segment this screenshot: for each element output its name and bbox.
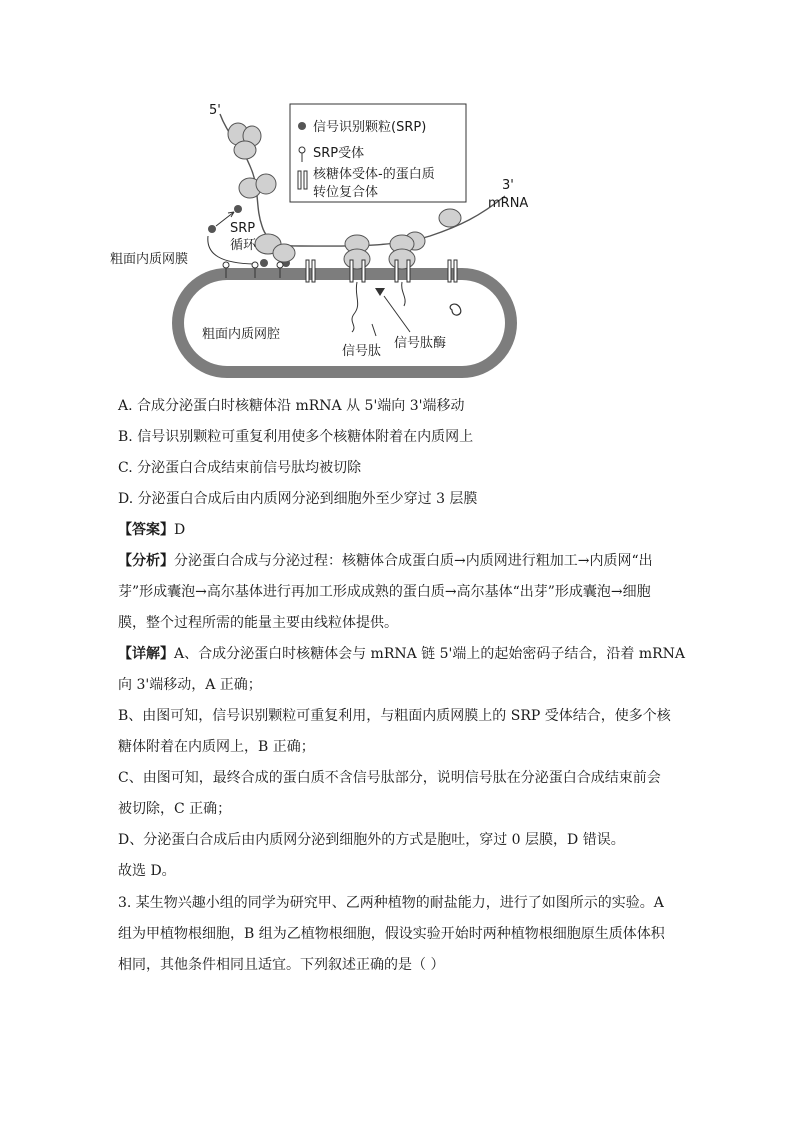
free-ribosome-2 bbox=[239, 174, 276, 198]
legend-translocon-label-2: 转位复合体 bbox=[313, 185, 379, 200]
detail-text-a1: A、合成分泌蛋白时核糖体会与 mRNA 链 5'端上的起始密码子结合，沿着 mRNA bbox=[174, 646, 686, 662]
analysis-tag: 【分析】 bbox=[118, 553, 174, 569]
legend-translocon-label-1: 核糖体受体-的蛋白质 bbox=[313, 167, 435, 182]
analysis-row-1 bbox=[118, 546, 678, 577]
legend-receptor-label: SRP受体 bbox=[313, 146, 365, 161]
bound-ribosome-1 bbox=[255, 234, 295, 262]
srp-diagram bbox=[110, 96, 540, 386]
bound-ribosome-3 bbox=[389, 235, 415, 269]
legend-srp-label: 信号识别颗粒(SRP) bbox=[313, 120, 427, 135]
question-3-row-2: 组为甲植物根细胞，B 组为乙植物根细胞，假设实验开始时两种植物根细胞原生质体体积 bbox=[118, 926, 665, 942]
srp-particle-3 bbox=[260, 259, 268, 267]
label-srp-cycle-1: SRP bbox=[230, 221, 256, 236]
srp-particle-1 bbox=[208, 225, 216, 233]
detail-row-d1: D、分泌蛋白合成后由内质网分泌到细胞外的方式是胞吐，穿过 0 层膜，D 错误。 bbox=[118, 832, 625, 848]
label-mrna: mRNA bbox=[488, 196, 529, 211]
detail-row-a2: 向 3'端移动，A 正确； bbox=[118, 677, 262, 693]
detail-row-b1: B、由图可知，信号识别颗粒可重复利用，与粗面内质网膜上的 SRP 受体结合，使多个核 bbox=[118, 708, 671, 724]
detail-row-c1: C、由图可知，最终合成的蛋白质不含信号肽部分，说明信号肽在分泌蛋白合成结束前会 bbox=[118, 770, 661, 786]
answer-value: D bbox=[174, 522, 186, 538]
option-b: B. 信号识别颗粒可重复利用使多个核糖体附着在内质网上 bbox=[118, 429, 474, 445]
label-3prime: 3' bbox=[502, 178, 514, 193]
free-ribosome-3 bbox=[439, 209, 461, 227]
label-srp-cycle-2: 循环 bbox=[230, 238, 257, 253]
detail-choose: 故选 D。 bbox=[118, 863, 176, 879]
question-3-row-3: 相同，其他条件相同且适宜。下列叙述正确的是（ ） bbox=[118, 957, 445, 973]
option-d: D. 分泌蛋白合成后由内质网分泌到细胞外至少穿过 3 层膜 bbox=[118, 491, 478, 507]
question-3-row-1: 3. 某生物兴趣小组的同学为研究甲、乙两种植物的耐盐能力，进行了如图所示的实验。A bbox=[118, 895, 664, 911]
label-rer-lumen: 粗面内质网腔 bbox=[202, 327, 281, 342]
detail-row-a1 bbox=[118, 639, 686, 670]
bound-ribosome-2 bbox=[344, 235, 370, 269]
answer-tag: 【答案】 bbox=[118, 522, 174, 538]
label-signal-peptide: 信号肽 bbox=[342, 344, 382, 359]
analysis-text-1: 分泌蛋白合成与分泌过程：核糖体合成蛋白质→内质网进行粗加工→内质网“出 bbox=[174, 553, 653, 569]
free-ribosome-1 bbox=[228, 123, 261, 159]
option-a: A. 合成分泌蛋白时核糖体沿 mRNA 从 5'端向 3'端移动 bbox=[118, 398, 465, 414]
question-3 bbox=[118, 888, 678, 981]
srp-diagram-svg bbox=[110, 96, 540, 386]
label-rer-membrane: 粗面内质网膜 bbox=[110, 252, 189, 267]
label-signal-peptidase: 信号肽酶 bbox=[394, 336, 447, 351]
detail-row-c2: 被切除，C 正确； bbox=[118, 801, 232, 817]
detail-block bbox=[118, 639, 686, 887]
analysis-row-2: 芽”形成囊泡→高尔基体进行再加工形成成熟的蛋白质→高尔基体“出芽”形成囊泡→细胞 bbox=[118, 584, 651, 600]
analysis-row-3: 膜，整个过程所需的能量主要由线粒体提供。 bbox=[118, 615, 398, 631]
detail-row-b2: 糖体附着在内质网上，B 正确； bbox=[118, 739, 315, 755]
detail-tag: 【详解】 bbox=[118, 646, 174, 662]
analysis-block bbox=[118, 546, 678, 639]
srp-particle-2 bbox=[234, 205, 242, 213]
legend-srp-icon bbox=[298, 122, 306, 130]
answer-line bbox=[118, 520, 185, 540]
label-5prime: 5' bbox=[209, 103, 221, 118]
option-c: C. 分泌蛋白合成结束前信号肽均被切除 bbox=[118, 460, 362, 476]
